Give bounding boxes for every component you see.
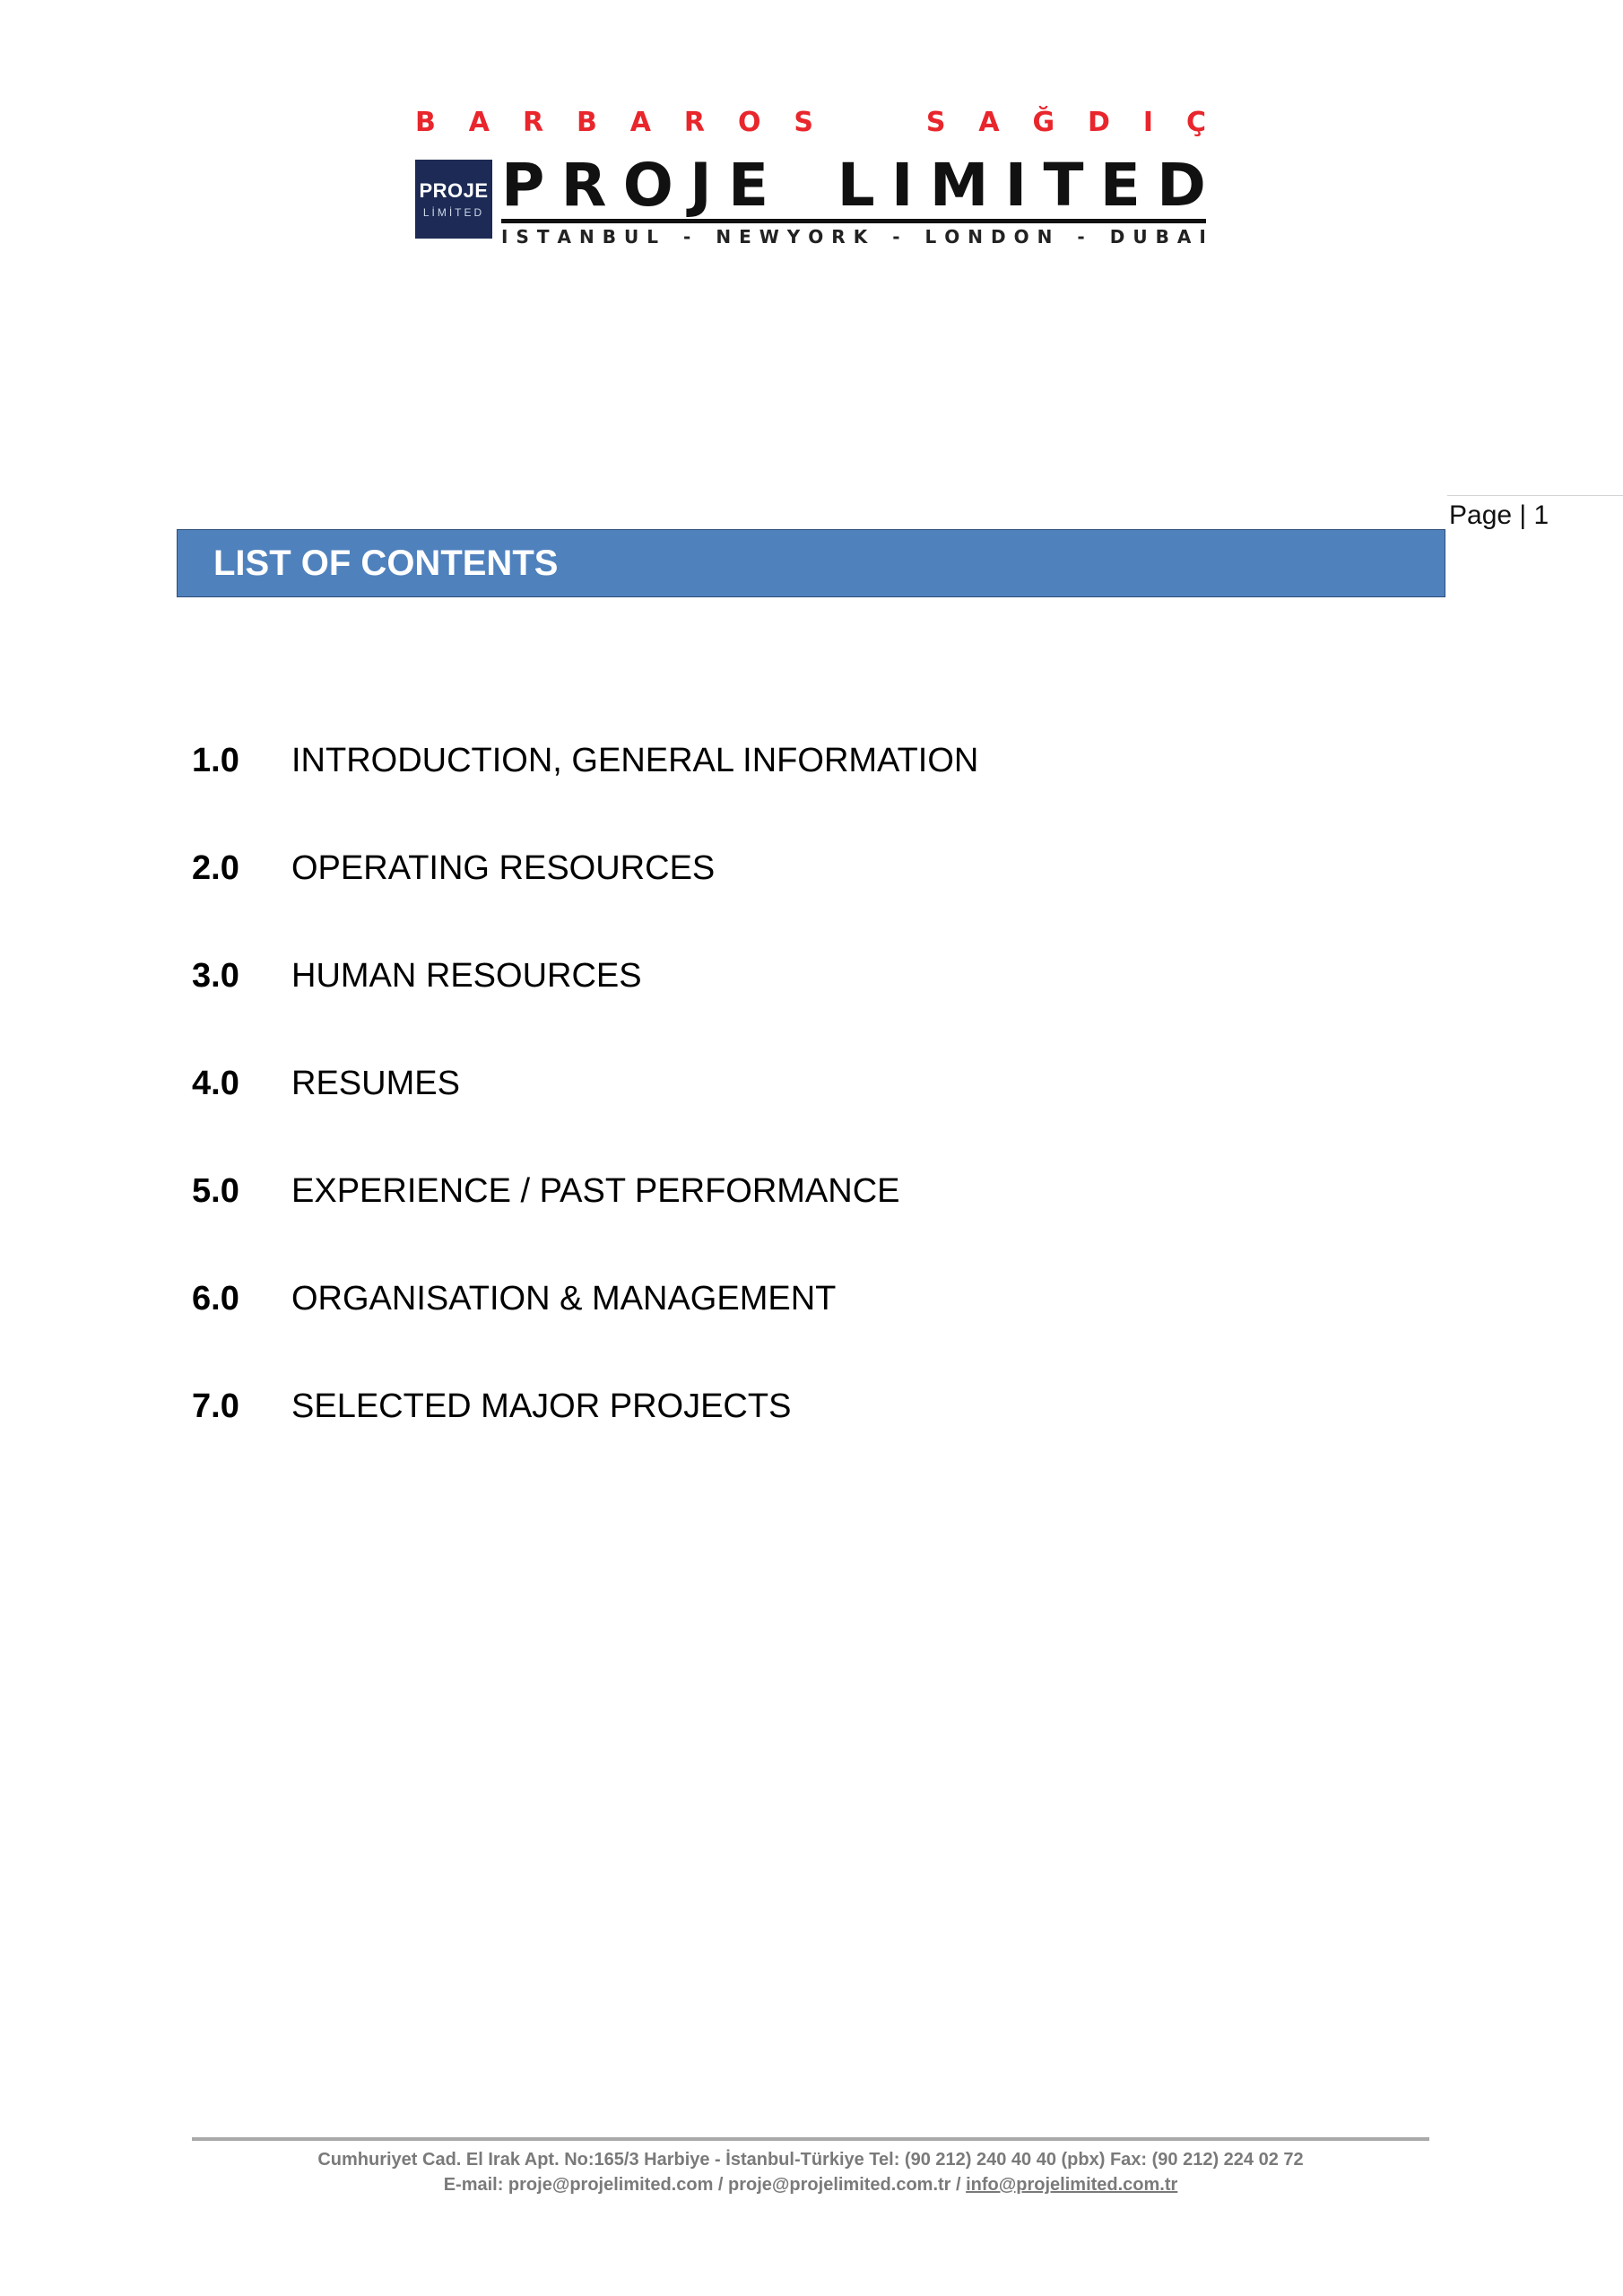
logo-city-separator: - (1077, 226, 1085, 248)
footer-rule (192, 2137, 1429, 2141)
logo-city-letter: W (759, 226, 779, 248)
toc-label: SELECTED MAJOR PROJECTS (291, 1387, 792, 1425)
logo-tagline-letter: Ç (1185, 106, 1206, 138)
toc-number: 2.0 (192, 849, 239, 887)
logo-tagline-letter: B (415, 106, 436, 138)
logo-wordmark-letter: D (1157, 150, 1206, 220)
logo-tagline-letter: D (1088, 106, 1110, 138)
contents-title: LIST OF CONTENTS (213, 544, 559, 583)
logo-city-letter: Y (786, 226, 801, 248)
toc-number: 4.0 (192, 1065, 239, 1102)
logo-city-letter: B (1155, 226, 1169, 248)
logo-wordmark-letter: I (1004, 150, 1028, 220)
logo-city-letter: T (536, 226, 550, 248)
logo-tagline-letter: R (683, 106, 706, 138)
toc-number: 1.0 (192, 742, 239, 779)
logo-city-letter: B (602, 226, 616, 248)
logo-wordmark-letter: E (727, 150, 769, 220)
footer-email-link[interactable]: info@projelimited.com.tr (966, 2175, 1178, 2195)
logo-wordmark-letter: P (501, 150, 545, 220)
logo-tagline-letter: A (978, 106, 1000, 138)
logo-wordmark (501, 151, 1206, 219)
footer-address: Cumhuriyet Cad. El Irak Apt. No:165/3 Harbiye - İstanbul-Türkiye Tel: (90 212) 240 40 40 (pbx) Fax: (90 212) 224 02 72 (317, 2150, 1304, 2170)
logo-emblem-sub: LİMİTED (422, 206, 485, 219)
logo-city-letter: U (1133, 226, 1148, 248)
logo-wordmark-letter: E (1099, 150, 1141, 220)
logo-city-letter: A (1176, 226, 1192, 248)
logo-city-letter: I (1199, 226, 1206, 248)
logo-tagline-letter: S (925, 106, 946, 138)
footer-email-text: E-mail: proje@projelimited.com / proje@projelimited.com.tr / (443, 2175, 967, 2195)
logo-tagline-letter: I (1142, 106, 1154, 138)
logo-city-letter: N (1037, 226, 1053, 248)
logo-tagline (415, 104, 1206, 140)
logo-tagline-letter: S (794, 106, 813, 138)
logo-city-letter: K (853, 226, 868, 248)
contents-banner (177, 529, 1445, 597)
logo-wordmark-letter: J (690, 150, 712, 220)
logo-city-letter: N (968, 226, 984, 248)
logo-tagline-letter: A (629, 106, 651, 138)
toc-label: EXPERIENCE / PAST PERFORMANCE (291, 1172, 900, 1210)
toc-label: ORGANISATION & MANAGEMENT (291, 1280, 837, 1318)
logo-tagline-letter: O (737, 106, 761, 138)
logo-wordmark-letter: R (560, 150, 607, 220)
toc-label: RESUMES (291, 1065, 460, 1102)
logo-tagline-letter: Ğ (1032, 106, 1055, 138)
page-number: Page | 1 (1449, 500, 1549, 530)
logo-wordmark-letter: M (929, 150, 989, 220)
logo-city-letter: D (1109, 226, 1125, 248)
logo-tagline-letter: A (468, 106, 490, 138)
logo-city-letter: A (557, 226, 571, 248)
logo-city-letter: N (579, 226, 595, 248)
logo-city-letter: L (647, 226, 658, 248)
toc-number: 5.0 (192, 1172, 239, 1210)
toc-number: 6.0 (192, 1280, 239, 1318)
toc-label: OPERATING RESOURCES (291, 849, 716, 887)
logo-city-letter: L (924, 226, 937, 248)
logo-cities (501, 226, 1206, 248)
logo-city-letter: D (991, 226, 1006, 248)
logo-city-letter: O (1013, 226, 1029, 248)
logo-city-letter: O (808, 226, 824, 248)
logo-emblem-main: PROJE (419, 179, 489, 202)
logo-city-letter: S (516, 226, 529, 248)
logo-tagline-letter: R (522, 106, 544, 138)
logo-rule (501, 219, 1206, 223)
logo-city-letter: N (716, 226, 732, 248)
logo-tagline-letter: B (576, 106, 597, 138)
logo-wordmark-letter: I (890, 150, 914, 220)
toc-label: HUMAN RESOURCES (291, 957, 642, 995)
logo-city-separator: - (892, 226, 900, 248)
logo-wordmark-letter: O (622, 150, 673, 220)
logo-wordmark-letter: T (1043, 150, 1084, 220)
toc-number: 7.0 (192, 1387, 239, 1425)
company-logo (415, 104, 1206, 248)
page-number-rule (1447, 495, 1623, 496)
logo-city-letter: O (944, 226, 960, 248)
logo-city-letter: E (739, 226, 751, 248)
logo-city-separator: - (683, 226, 691, 248)
toc-label: INTRODUCTION, GENERAL INFORMATION (291, 742, 979, 779)
footer-email (192, 2175, 1429, 2196)
logo-emblem (415, 160, 492, 239)
toc-number: 3.0 (192, 957, 239, 995)
logo-wordmark-letter: L (837, 150, 875, 220)
logo-city-letter: U (624, 226, 639, 248)
logo-city-letter: I (501, 226, 508, 248)
logo-city-letter: R (831, 226, 846, 248)
